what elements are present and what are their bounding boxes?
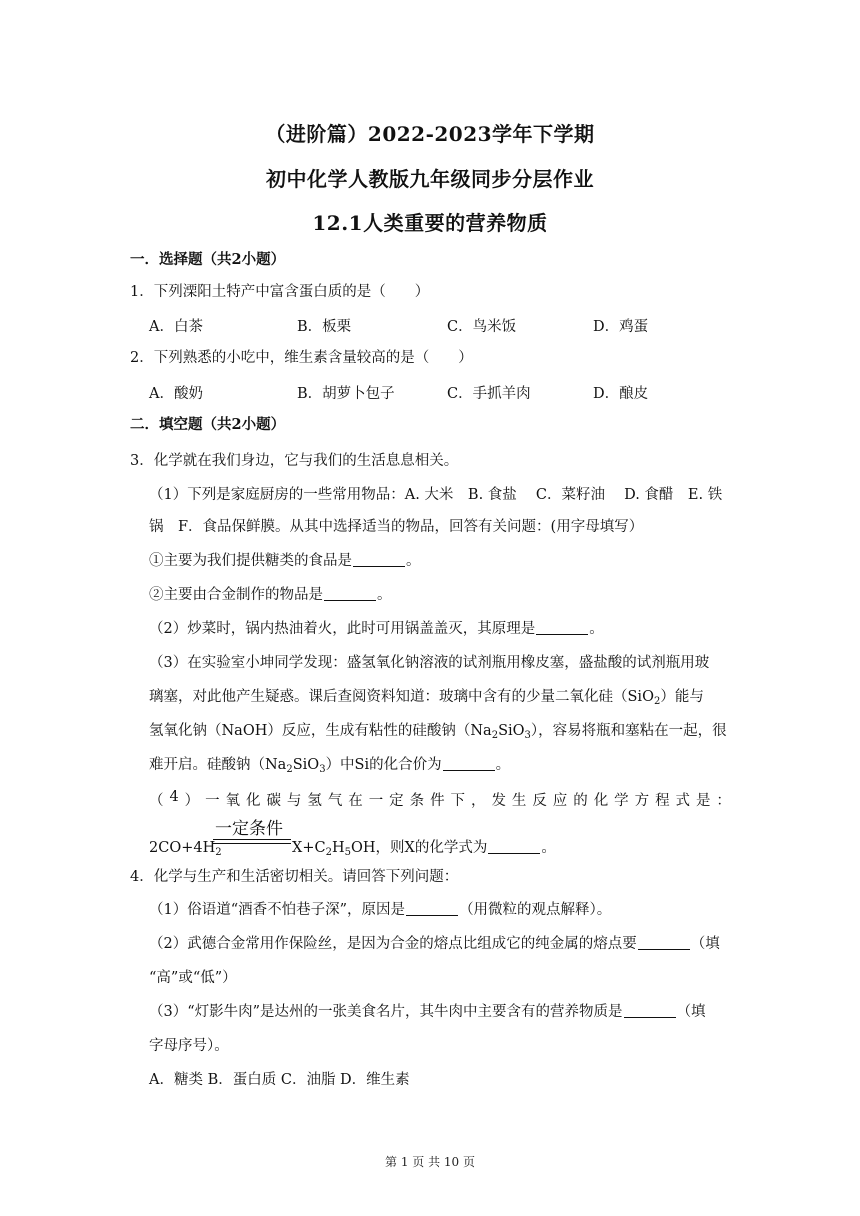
char: 定 [389,793,404,809]
char: 氧 [225,793,241,809]
question-4-part-1 [149,900,611,920]
equals-bar-top [213,839,291,840]
question-3-part-3-line-1: （3）在实验室小坤同学发现：盛氢氧化钠溶液的试剂瓶用橡皮塞，盛盐酸的试剂瓶用玻 [149,655,710,671]
question-3-part-1-line-1: （1）下列是家庭厨房的一些常用物品：A. 大米 B. 食盐 C．菜籽油 D. 食醋 E. 铁 [149,487,723,503]
question-3-part-2-text: （2）炒菜时，锅内热油着火，此时可用锅盖盖灭，其原理是 [149,621,536,637]
equals-bar-bottom [213,843,291,844]
char: 一 [205,793,220,809]
question-3-sub-2-text: ②主要由合金制作的物品是 [149,587,323,603]
char: ： [716,793,731,809]
text-segment: OH，则X的化学式为 [350,840,488,856]
char: 学 [614,793,629,809]
question-3-part-1-line-2: 锅 F．食品保鲜膜。从其中选择适当的物品，回答有关问题：(用字母填写） [149,519,644,535]
text-segment: SiO [498,723,525,739]
subscript: 3 [319,764,326,775]
text-segment: （填 [676,1004,706,1020]
subscript: 3 [524,730,531,741]
question-3-stem: 3．化学就在我们身边，它与我们的生活息息相关。 [130,453,459,469]
section-2-heading: 二．填空题（共2小题） [130,416,286,433]
char: 的 [573,793,588,809]
text-segment: X+C [292,840,326,856]
text-segment: 氢氧化钠（NaOH）反应，生成有粘性的硅酸钠（Na [149,723,492,739]
question-3-part-3-line-4 [149,755,510,780]
question-2-option-a: A．酸奶 [149,386,203,402]
question-3-part-3-line-2 [149,687,704,712]
reaction-condition [213,814,291,852]
text-segment: 璃塞，对此他产生疑惑。课后查阅资料知道：玻璃中含有的少量二氧化硅（SiO [149,689,654,705]
char: 件 [430,793,445,809]
text-segment: ）中Si的化合价为 [325,757,442,773]
char: 在 [348,793,363,809]
question-3-part-1-sub-2 [149,585,392,605]
answer-blank[interactable] [353,552,405,567]
equation-left-side [149,838,222,863]
question-3-part-4-line-1 [149,789,731,810]
question-2-stem: 2．下列熟悉的小吃中，维生素含量较高的是（ ） [130,350,473,366]
char: ） [184,793,200,809]
section-1-heading: 一．选择题（共2小题） [130,251,286,268]
char: 碳 [266,793,281,809]
char: 反 [532,793,547,809]
question-1-stem: 1．下列溧阳土特产中富含蛋白质的是（ ） [130,284,430,300]
subscript: 5 [344,847,351,858]
title-line-3: 12.1人类重要的营养物质 [312,211,548,235]
page-footer: 第 1 页 共 10 页 [385,1155,475,1169]
text-segment: ），容易将瓶和塞粘在一起，很 [530,723,727,739]
answer-blank[interactable] [443,756,495,771]
question-4-part-2-line-1 [149,934,720,954]
answer-blank[interactable] [488,839,540,854]
question-1-option-b: B．板栗 [297,319,352,335]
char: ， [470,793,486,809]
text-segment: （用微粒的观点解释）。 [459,902,612,918]
question-2-option-c: C．手抓羊肉 [447,386,531,402]
subscript: 2 [325,847,332,858]
char: 条 [409,793,425,809]
char: 氢 [307,793,322,809]
char: 与 [286,793,302,809]
question-4-part-2-line-2: “高”或“低”） [149,970,237,986]
question-1-option-c: C．鸟米饭 [447,319,517,335]
subscript: 2 [491,730,499,741]
char: 化 [246,793,261,809]
subscript: 2 [653,696,661,707]
char: 下 [450,793,466,809]
text-segment: （填 [690,936,720,952]
period: 。 [377,587,392,603]
period: 。 [589,621,604,637]
subscript: 2 [215,847,222,858]
char: 程 [655,793,670,809]
question-4-options: A．糖类 B．蛋白质 C．油脂 D．维生素 [149,1072,410,1088]
char: 生 [511,793,527,809]
period: 。 [541,840,556,856]
answer-blank[interactable] [324,586,376,601]
period: 。 [495,757,511,773]
char: 气 [327,793,343,809]
char: 4 [169,789,179,805]
char: 式 [675,793,691,809]
char: 化 [593,793,609,809]
text-segment: SiO [292,757,320,773]
text-segment: （1）俗语道“酒香不怕巷子深”，原因是 [149,902,406,918]
answer-blank[interactable] [638,935,690,950]
char: 一 [368,793,384,809]
char: 方 [634,793,650,809]
title-line-1: （进阶篇）2022-2023学年下学期 [265,122,595,146]
reaction-condition-label: 一定条件 [215,819,283,839]
text-segment: ）能与 [660,689,704,705]
char: 应 [552,793,568,809]
text-segment: H [331,840,345,856]
text-segment: （3）“灯影牛肉”是达州的一张美食名片，其牛肉中主要含有的营养物质是 [149,1004,623,1020]
equation-right-side [292,838,556,863]
char: （ [149,793,164,809]
period: 。 [406,553,421,569]
char: 发 [491,793,506,809]
text-segment: （2）武德合金常用作保险丝，是因为合金的熔点比组成它的纯金属的熔点要 [149,936,637,952]
char: 是 [695,793,711,809]
question-3-part-1-sub-1 [149,551,421,571]
question-1-option-d: D．鸡蛋 [593,319,649,335]
question-1-option-a: A．白茶 [149,319,203,335]
question-2-option-d: D．酿皮 [593,386,649,402]
question-3-part-3-line-3 [149,721,727,746]
answer-blank[interactable] [406,901,458,916]
question-4-part-3-line-1 [149,1002,706,1022]
text-segment: 2CO+4H [149,840,216,856]
question-4-stem: 4．化学与生产和生活密切相关。请回答下列问题： [130,869,459,885]
answer-blank[interactable] [536,620,588,635]
subscript: 2 [286,764,293,775]
question-3-part-2 [149,619,604,639]
question-4-part-3-line-2: 字母序号）。 [149,1038,229,1054]
text-segment: 难开启。硅酸钠（Na [149,757,287,773]
question-2-option-b: B．胡萝卜包子 [297,386,395,402]
title-line-2: 初中化学人教版九年级同步分层作业 [266,167,594,191]
answer-blank[interactable] [624,1003,676,1018]
question-3-sub-1-text: ①主要为我们提供糖类的食品是 [149,553,352,569]
